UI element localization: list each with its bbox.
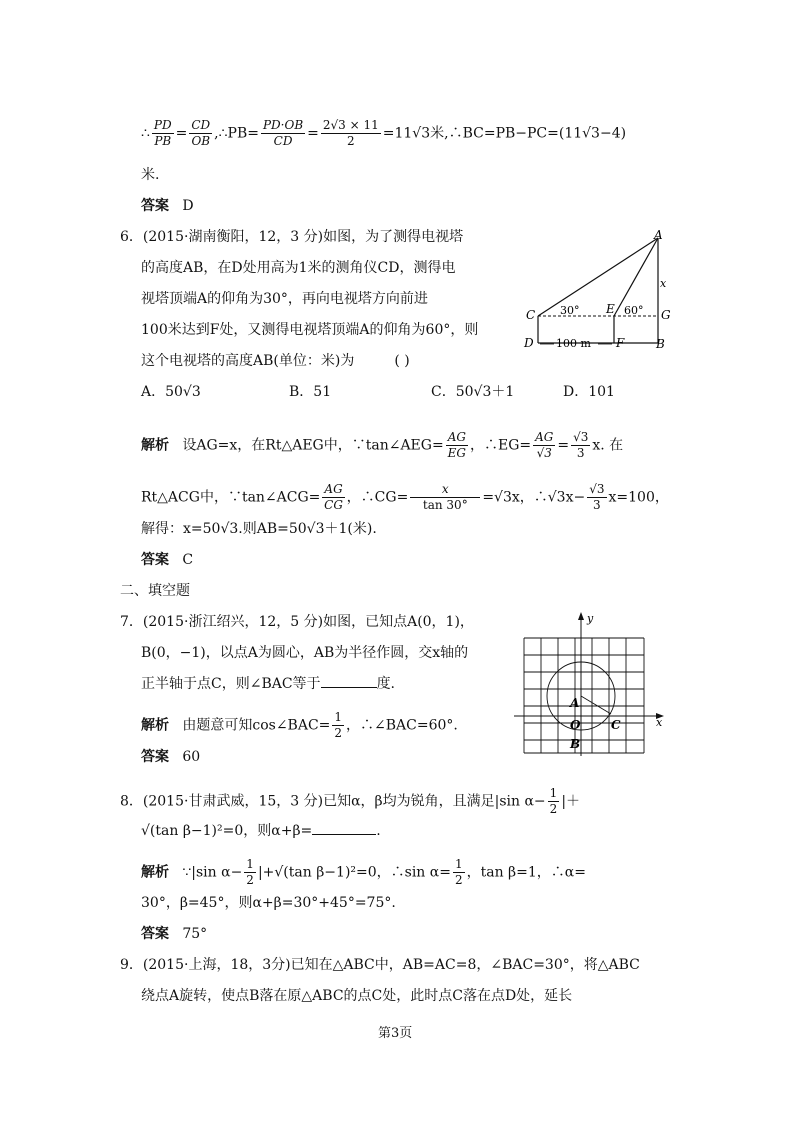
fig6-label-a: A <box>654 228 663 242</box>
q6-line2: 的高度AB，在D处用高为1米的测角仪CD，测得电 <box>141 260 456 276</box>
fraction: $\frac{2√3 \times 11}{2}$ <box>322 118 379 148</box>
q6-solution-line3: 解得：x=50√3.则AB=50√3＋1(米). <box>141 521 377 537</box>
q8-solution-line1: 解析 ∵|sin α− $\frac{1}{2}$ |+√(tan β−1)²=0，∴sin α= $\frac{1}{2}$ ，tan β=1，∴α= <box>141 857 586 887</box>
q6-solution-line1: 解析 设AG=x，在Rt△AEG中，∵tan∠AEG= $\frac{AG}{EG}$ ，∴EG= $\frac{AG}{√3}$ = $\frac{√3}{3}$ x. 在 <box>141 430 624 460</box>
fig7-label-o: O <box>570 718 581 732</box>
fig6-angle-60: 60° <box>624 304 644 317</box>
fig7-label-a: A <box>570 696 580 710</box>
fig6-angle-30: 30° <box>560 304 580 317</box>
q6-paren: ( ) <box>394 353 410 369</box>
q9-line1: 9．(2015·上海，18，3分)已知在△ABC中，AB=AC=8，∠BAC=30°，将△ABC <box>120 957 640 973</box>
q6-line3: 视塔顶端A的仰角为30°，再向电视塔方向前进 <box>141 291 428 307</box>
section-title: 二、填空题 <box>120 583 190 599</box>
fig6-label-x: x <box>660 277 667 290</box>
q6-figure <box>518 228 678 353</box>
q8-line1: 8．(2015·甘肃武威，15，3 分)已知α，β均为锐角，且满足|sin α− $\frac{1}{2}$ |＋ <box>120 786 581 816</box>
q7-solution: 解析 由题意可知cos∠BAC= $\frac{1}{2}$ ，∴∠BAC=60°. <box>141 710 458 740</box>
q8-answer: 答案 75° <box>141 926 208 942</box>
q7-answer: 答案 60 <box>141 749 201 765</box>
fig6-distance: 100 m <box>556 337 591 350</box>
fig6-label-d: D <box>524 336 534 350</box>
q5-line2: 米. <box>141 167 160 183</box>
q6-answer: 答案 C <box>141 552 194 568</box>
q7-line2: B(0，−1)，以点A为圆心，AB为半径作圆，交x轴的 <box>141 645 469 661</box>
q7-figure <box>514 608 674 758</box>
fraction: $\frac{PD\cdot OB}{CD}$ <box>262 118 304 148</box>
q5-result: =11√3米,∴BC=PB−PC=(11√3−4) <box>382 125 627 142</box>
q6-option-b: B．51 <box>289 384 332 400</box>
page-number: 第3页 <box>378 1026 413 1041</box>
q6-solution-line2: Rt△ACG中，∵tan∠ACG= $\frac{AG}{CG}$ ，∴CG= $\frac{x}{\tan 30^\circ}$ =√3x，∴√3x− $\frac{√3}{3}$ x=100， <box>141 482 669 512</box>
q8-solution-line2: 30°，β=45°，则α+β=30°+45°=75°. <box>141 895 396 911</box>
q7-line1: 7．(2015·浙江绍兴，12，5 分)如图，已知点A(0，1)， <box>120 614 474 630</box>
fig7-label-x: x <box>656 716 663 729</box>
fig6-label-c: C <box>526 308 536 322</box>
q6-option-d: D．101 <box>563 384 615 400</box>
fraction: $\frac{CD}{OB}$ <box>191 118 211 148</box>
q6-line4: 100米达到F处，又测得电视塔顶端A的仰角为60°，则 <box>141 322 479 338</box>
fig6-label-b: B <box>656 337 665 351</box>
q5-pre: ∴ <box>141 125 150 142</box>
fig7-label-b: B <box>570 737 581 751</box>
fig7-label-y: y <box>587 612 594 625</box>
q6-line1: 6．(2015·湖南衡阳，12，3 分)如图，为了测得电视塔 <box>120 229 464 245</box>
q5-answer: 答案 D <box>141 198 194 214</box>
fraction: $\frac{PD}{PB}$ <box>153 118 172 148</box>
fig6-label-e: E <box>606 302 615 316</box>
fig6-label-g: G <box>661 308 671 322</box>
fig7-label-c: C <box>611 718 621 732</box>
fig6-label-f: F <box>616 336 625 350</box>
q7-line3: 正半轴于点C，则∠BAC等于 度. <box>141 676 396 692</box>
q8-line2: √(tan β−1)²=0，则α+β= . <box>141 823 381 839</box>
q6-line5: 这个电视塔的高度AB(单位：米)为 ( ) <box>141 353 410 369</box>
q9-line2: 绕点A旋转，使点B落在原△ABC的点C处，此时点C落在点D处，延长 <box>141 988 573 1004</box>
q6-option-c: C．50√3＋1 <box>431 384 515 400</box>
q6-option-a: A．50√3 <box>141 384 201 400</box>
